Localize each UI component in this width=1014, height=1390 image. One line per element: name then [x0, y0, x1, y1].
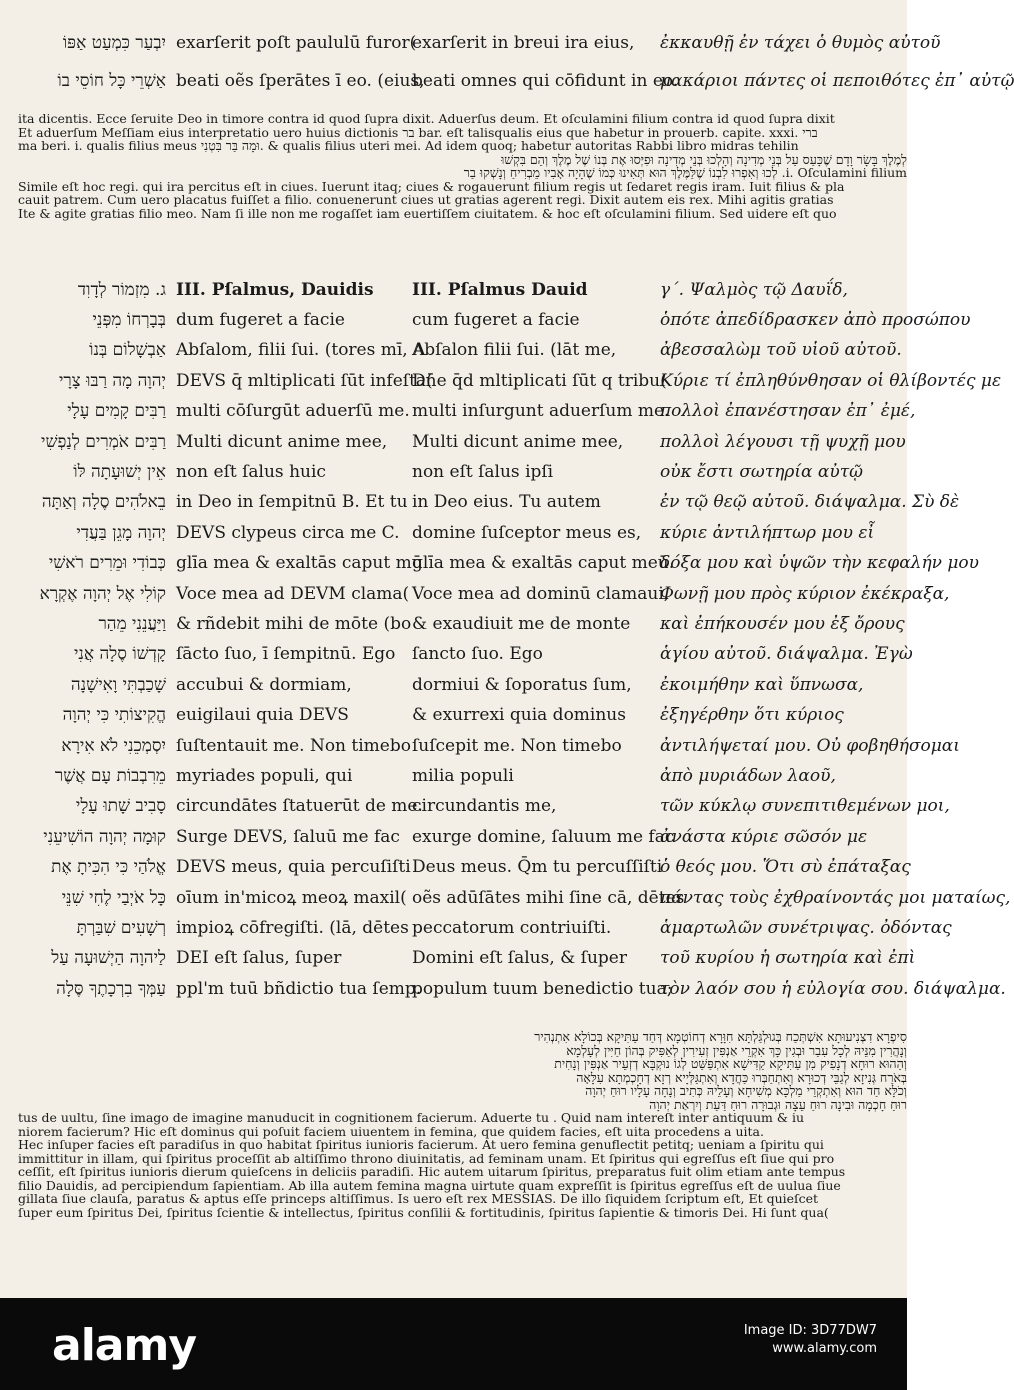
opening-latin-hebraicum-cell: beati omnes qui cōfidunt in eo. [412, 71, 679, 91]
stock-url: www.alamy.com [772, 1341, 877, 1356]
verse-hebrew-cell: אֵין יְשׁוּעָתָה לּוֹ [73, 462, 166, 482]
stock-logo [52, 1320, 272, 1370]
opening-latin-vulgate-cell: exarſerit poſt paululū furor( [176, 33, 417, 53]
opening-latin-vulgate-cell: beati oẽs ſperātes ī eo. (eius, [176, 71, 425, 91]
svg-text:alamy: alamy [52, 1320, 196, 1371]
verse-hebrew-cell: רַבִּים קָמִים עָלָי [67, 401, 166, 422]
verse-hebrew-cell: קָדְשׁוֹ סֶלָה אֲנִי [73, 644, 166, 665]
verse-latin-hebraicum-cell: & exurrexi quia dominus [412, 705, 626, 726]
verse-latin-hebraicum-cell: ſancto ſuo. Ego [412, 644, 543, 665]
verse-latin-vulgate-cell: oīum in'micoꝝ meoꝝ maxil( [176, 887, 407, 908]
verse-latin-vulgate-cell: multi cōſurgūt aduerſū me. [176, 401, 410, 422]
verse-latin-hebraicum-cell: cum fugeret a facie [412, 310, 580, 330]
opening-hebrew-cell: יִבְעַר כִּמְעַט אַפּוֹ [62, 33, 166, 53]
verse-latin-vulgate-cell: impioꝝ cōfregiſti. (lā, dētes [176, 918, 409, 938]
verse-latin-hebraicum-cell: Domini eſt ſalus, & ſuper [412, 948, 627, 969]
verse-greek-cell: ἀπὸ μυριάδων λαοῦ, [660, 766, 836, 786]
verse-hebrew-cell: מֵרִבְבוֹת עָם אֲשֶׁר [54, 766, 166, 786]
verse-greek-cell: ἐξηγέρθην ὅτι κύριος [660, 705, 844, 726]
verse-latin-hebraicum-cell: domine ſuſceptor meus es, [412, 522, 642, 543]
latin-commentary-line: Hec inſuper facies eſt paradiſus in quo habitat ſpiritus iunioris facierum. At uero femina genuflectit petitq; ueniam a ſpiritu qui [18, 1137, 824, 1152]
verse-latin-vulgate-cell: DEVS meus, quia percuſiſti [176, 857, 411, 878]
verse-latin-vulgate-cell: in Deo in ſempitnū B. Et tu [176, 492, 408, 513]
verse-latin-vulgate-cell: circundātes ſtatuerūt de me. [176, 796, 423, 817]
verse-latin-hebraicum-cell: exurge domine, ſaluum me fac [412, 826, 675, 847]
verse-latin-hebraicum-cell: oẽs adūſātes mihi ſine cā, dētes [412, 887, 685, 908]
verse-greek-cell: ἁμαρτωλῶν συνέτριψας. ὀδόντας [660, 918, 952, 938]
verse-latin-hebraicum-cell: circundantis me, [412, 796, 557, 817]
latin-commentary-line: gillata ſiue clauſa, paratus & aptus eſſe princeps altiſſimus. Is uero eſt rex MESSIAS. De illo ſiquidem ſcriptum eſt, Et quieſcet [18, 1191, 819, 1206]
verse-latin-vulgate-cell: DEVS clypeus circa me C. [176, 522, 400, 543]
verse-latin-vulgate-cell: Abſalom, filii ſui. (tores mī, A [176, 340, 426, 361]
verse-latin-hebraicum-cell: glīa mea & exaltās caput meū. [412, 553, 675, 574]
latin-commentary-line: ſuper eum ſpiritus Dei, ſpiritus ſcientie & intellectus, ſpiritus conſilii & fortitudinis, ſpiritus ſapientie & timoris Dei. Hi ſunt qua( [18, 1204, 829, 1220]
hebrew-commentary-line: וְכֹלָּא חַד הוּא וְאִתְקְרֵי מַלְכָּא מְשִׁיחָא וְעָלֵיהּ כְּתִיב וְנָחָה עָלָיו רוּחַ יְהוָה [585, 1083, 907, 1098]
verse-latin-hebraicum-cell: & exaudiuit me de monte [412, 614, 631, 634]
verse-hebrew-cell: קוּמָה יְהוָה הוֹשִׁיעֵנִי [43, 826, 166, 847]
verse-hebrew-cell: כְּבוֹדִי וּמֵרִים רֹאשִׁי [48, 553, 166, 574]
verse-latin-vulgate-cell: & rñdebit mihi de mōte (bo [176, 614, 412, 634]
verse-greek-cell: ὁ θεός μου. Ὅτι σὺ ἐπάταξας [660, 857, 911, 878]
verse-latin-vulgate-cell: ſuſtentauit me. Non timebo [176, 735, 411, 756]
verse-latin-hebraicum-cell: milia populi [412, 766, 514, 786]
hebrew-commentary-line: רוּחַ חָכְמָה וּבִינָה רוּחַ עֵצָה וּגְבוּרָה רוּחַ דַּעַת וְיִרְאַת יְהוָה [649, 1096, 907, 1112]
verse-hebrew-cell: אַבְשָׁלוֹם בְּנוֹ [89, 340, 166, 361]
verse-greek-cell: πολλοὶ λέγουσι τῇ ψυχῇ μου [660, 431, 906, 452]
commentary-line: Ite & agite gratias filio meo. Nam ſi ille non me rogaſſet iam euertiſſem ciuitatem. & hoc eſt oſculamini filium. Sed uidere eſt quo [18, 205, 837, 221]
commentary-line: Simile eſt hoc regi. qui ira percitus eſt in ciues. Iuerunt itaq; ciues & rogauerunt filium regis ut ſedaret regis iram. Iuit filius & pla [18, 178, 845, 194]
verse-hebrew-cell: אֱלֹהַי כִּי הִכִּיתָ אֶת [51, 857, 166, 878]
verse-latin-vulgate-cell: dum fugeret a facie [176, 310, 345, 330]
verse-greek-cell: τῶν κύκλῳ συνεπιτιθεμένων μοι, [660, 796, 950, 817]
verse-latin-vulgate-cell: Voce mea ad DEVM clama( [176, 583, 410, 604]
verse-hebrew-cell: בְּבָרְחוֹ מִפְּנֵי [92, 310, 166, 330]
hebrew-commentary-line: בְּאֹרַח גְּנִיזָא לְגַבֵּי דְכוּרָא וְאִתְחַבְּרוּ כַּחֲדָא וְאִתְגַּלְּיָיא רְזָא דְחָכְמְתָא עִלָּאָה [576, 1069, 907, 1085]
verse-greek-cell: Κύριε τί ἐπληθύνθησαν οἱ θλίβοντές με [660, 370, 1002, 391]
latin-commentary-line: immittitur in illam, qui ſpiritus proceſſit ab altiſſimo throno diuinitatis, ad feminam unam. Et ſpiritus qui egreſſus eſt ſiue qui pro [18, 1150, 835, 1166]
commentary-line: לְמֶלֶךְ בָּשָׂר וָדָם שֶׁכָּעַס עַל בְּנֵי מְדִינָה וְהָלְכוּ בְּנֵי מְדִינָה וּפִיְּסוּ אֶת בְּנוֹ שֶׁל מֶלֶךְ וְהֵם בִּקְשׁוּ [501, 151, 907, 167]
verse-latin-hebraicum-cell: Voce mea ad dominū clamaui, [412, 583, 670, 604]
verse-latin-hebraicum-cell: populum tuum benedictio tua; [412, 978, 673, 999]
verse-greek-cell: ἀντιλήψεταί μου. Οὐ φοβηθήσομαι [660, 735, 960, 756]
verse-hebrew-cell: יְהוָה מָגֵן בַּעֲדִי [76, 522, 166, 543]
latin-commentary-line: niorem facierum? Hic eſt dominus qui poſuit faciem uiuentem in femina, que quidem facies, eſt uita procedens a uita. [18, 1123, 764, 1139]
verse-hebrew-cell: עַמְּךָ בִרְכָתֶךָ סֶּלָה [56, 978, 166, 999]
verse-hebrew-cell: לַיהוָה הַיְשׁוּעָה עַל [51, 948, 166, 969]
verse-latin-hebraicum-cell: multi inſurgunt aduerſum me. [412, 401, 670, 422]
verse-greek-cell: πάντας τοὺς ἐχθραίνοντάς μοι ματαίως, [660, 887, 1011, 908]
verse-latin-vulgate-cell: euigilaui quia DEVS [176, 705, 349, 726]
verse-latin-hebraicum-cell: Deus meus. Q̄m tu percuſſiſti [412, 857, 663, 878]
verse-hebrew-cell: רַבִּים אֹמְרִים לְנַפְשִׁי [41, 431, 166, 452]
psalm-header-greek: γ΄. Ψαλμὸς τῷ Δαυΐδ, [660, 280, 848, 300]
verse-greek-cell: Φωνῇ μου πρὸς κύριον ἐκέκραξα, [660, 583, 950, 604]
verse-greek-cell: καὶ ἐπήκουσέν μου ἐξ ὄρους [660, 614, 905, 634]
verse-latin-hebraicum-cell: Multi dicunt anime mee, [412, 431, 624, 452]
verse-latin-hebraicum-cell: Dn̄e q̄d mltiplicati ſūt q tribu( [412, 370, 667, 391]
verse-latin-vulgate-cell: accubui & dormiam, [176, 674, 352, 695]
hebrew-commentary-line: סִיפְרָא דִצְנִיעוּתָא אִשְׁתְּכַח בְּגוּלְגַּלְתָּא חִוָּרָא דְחוֹטְמָא דְּחַד עַתִּיקָא בְּכוֹלָא אִתְנְהִיר [534, 1029, 907, 1044]
verse-latin-hebraicum-cell: non eſt ſalus ipſi [412, 462, 554, 482]
verse-greek-cell: τοῦ κυρίου ἡ σωτηρία καὶ ἐπὶ [660, 948, 916, 969]
commentary-line: ma beri. i. qualis filius meus וּמָה בַּר בִּטְנִי. & qualis filius uteri mei. Ad idem quoq; habetur autoritas Rabbi libro midras tehilin [18, 138, 799, 153]
opening-latin-hebraicum-cell: exarſerit in breui ira eius, [412, 33, 635, 53]
verse-latin-vulgate-cell: Surge DEVS, ſaluū me fac [176, 826, 400, 847]
hebrew-commentary-line: וְהַהוּא רוּחָא דְנָפִיק מִן עַתִּיקָא קַדִּישָׁא אִתְפַּשַּׁט לְגוֹ נוּקְבָּא דְזְעֵיר אַנְפִּין וְנָחִית [554, 1056, 907, 1071]
image-id-label: Image ID: 3D77DW7 [743, 1323, 877, 1338]
stock-image-id [744, 1322, 877, 1358]
verse-latin-hebraicum-cell: peccatorum contriuiſti. [412, 918, 612, 938]
verse-greek-cell: τὸν λαόν σου ἡ εὐλογία σου. διάψαλμα. [660, 978, 1006, 999]
psalm-header-hebrew: ג. מִזְמוֹר לְדָוִד [77, 280, 166, 300]
verse-latin-vulgate-cell: non eſt ſalus huic [176, 462, 326, 482]
hebrew-commentary-line: וְנָהֲרִין מִנֵּיהּ לְכָל עִבַר וּבְגִין כָּךְ אִקְרֵי אַנְפִּין זְעִירִין לְאַפִּיק בְּהוֹן חַיִּין לְעָלְמָא [566, 1042, 907, 1058]
verse-latin-vulgate-cell: ſācto ſuo, ī ſempitnū. Ego [176, 644, 396, 665]
verse-latin-hebraicum-cell: dormiui & ſoporatus ſum, [412, 674, 632, 695]
verse-greek-cell: δόξα μου καὶ ὑψῶν τὴν κεφαλήν μου [660, 553, 979, 574]
verse-hebrew-cell: שָׁכַבְתִּי וָאִישָׁנָה [70, 674, 166, 695]
verse-hebrew-cell: וַיַּעֲנֵנִי מֵהַר [98, 614, 166, 634]
verse-latin-hebraicum-cell: Abſalon filii ſui. (lāt me, [412, 340, 617, 361]
opening-greek-cell: ἐκκαυθῇ ἐν τάχει ὁ θυμὸς αὐτοῦ [660, 33, 941, 53]
verse-hebrew-cell: קוֹלִי אֶל יְהוָה אֶקְרָא [39, 583, 166, 604]
verse-latin-vulgate-cell: DEI eſt ſalus, ſuper [176, 948, 342, 969]
psalm-header-latin-vulgate: III. Pſalmus, Dauidis [176, 280, 374, 300]
verse-greek-cell: ἀβεσσαλὼμ τοῦ υἱοῦ αὐτοῦ. [660, 340, 902, 361]
commentary-block-top [18, 112, 907, 248]
verse-greek-cell: ἁγίου αὐτοῦ. διάψαλμα. Ἐγὼ [660, 644, 913, 665]
opening-hebrew-cell: אַשְׁרֵי כָּל חוֹסֵי בוֹ [57, 71, 166, 91]
verse-latin-hebraicum-cell: in Deo eius. Tu autem [412, 492, 601, 513]
verse-greek-cell: ὁπότε ἀπεδίδρασκεν ἀπὸ προσώπου [660, 310, 971, 330]
verse-greek-cell: ἀνάστα κύριε σῶσόν με [660, 826, 868, 847]
verse-latin-vulgate-cell: DEVS q̄ mltiplicati ſūt infeſta( [176, 370, 433, 391]
opening-greek-cell: μακάριοι πάντες οἱ πεποιθότες ἐπ᾽ αὐτῷ [660, 71, 1014, 91]
verse-latin-vulgate-cell: glīa mea & exaltās caput mū [176, 553, 423, 574]
latin-commentary-line: ceſſit, eſt ſpiritus iunioris dierum quieſcens in deliciis paradiſi. Hic autem uitarum ſpiritus, preparatus fuit olim etiam ante tempus [18, 1164, 846, 1179]
verse-hebrew-cell: יְהוָה מָה רַבּוּ צָרָי [58, 370, 166, 391]
verse-greek-cell: κύριε ἀντιλήπτωρ μου εἶ [660, 522, 875, 543]
commentary-line: i. Oſculamini filium. לְכוּ וְאִפְרוּ לִבְנוֹ שֶׁלַּמֶּלֶךְ הוּא תְּאִינוּ כְּמוֹ שֶׁהָיָה אָבִיו מֵבְרִיחַ וְנָשְׁקוּ בַר [463, 165, 907, 180]
verse-hebrew-cell: סָבִיב שָׁתוּ עָלָי [75, 796, 166, 817]
latin-commentary-line: tus de uultu, ſine imago de imagine manuducit in cognitionem facierum. Aduerte tu . Quid nam intereſt inter antiquum & iu [18, 1110, 804, 1125]
verse-greek-cell: πολλοὶ ἐπανέστησαν ἐπ᾽ ἐμέ, [660, 401, 916, 422]
verse-hebrew-cell: הֱקִיצוֹתִי כִּי יְהוָה [62, 705, 166, 726]
commentary-line: ita dicentis. Ecce ſeruite Deo in timore contra id quod ſupra dixit. Aduerſus deum. Et oſculamini filium contra id quod ſupra dixit [18, 111, 835, 126]
verse-latin-hebraicum-cell: ſuſcepit me. Non timebo [412, 735, 622, 756]
verse-greek-cell: οὐκ ἔστι σωτηρία αὐτῷ [660, 462, 864, 482]
verse-latin-vulgate-cell: myriades populi, qui [176, 766, 353, 786]
verse-hebrew-cell: כָּל אֹיְבַי לֶחִי שִׁנֵּי [61, 887, 166, 908]
latin-commentary-line: filio Dauidis, ad percipiendum ſapientiam. Ab illa autem femina magna uirtute quam expreſſit is ſpiritus egreſſus eſt de uulua ſiue [18, 1177, 841, 1193]
verse-hebrew-cell: יִסְמְכֵנִי לֹא אִירָא [61, 735, 166, 756]
commentary-block-bottom [18, 1030, 907, 1292]
commentary-line: cauit patrem. Cum uero placatus fuiſſet a filio. conuenerunt ciues ut gratias agerent regi. Dixit autem eis rex. Mihi agitis gratias [18, 192, 834, 207]
psalm-header-latin-hebraicum: III. Pſalmus Dauid [412, 280, 588, 300]
verse-greek-cell: ἐκοιμήθην καὶ ὕπνωσα, [660, 674, 864, 695]
verse-greek-cell: ἐν τῷ θεῷ αὐτοῦ. διάψαλμα. Σὺ δὲ [660, 492, 960, 513]
alamy-logo-icon [52, 1320, 272, 1370]
verse-latin-vulgate-cell: ppl'm tuū bñdictio tua ſemp. [176, 978, 422, 999]
commentary-line: Et aduerſum Meſſiam eius interpretatio uero huius dictionis בר bar. eſt talisqualis eius que habetur in prouerb. capite. xxxi. ברי [18, 124, 818, 140]
verse-hebrew-cell: רְשָׁעִים שִׁבַּרְתָּ [76, 918, 166, 938]
verse-hebrew-cell: בֵאלֹהִים סֶלָה וְאַתָּה [41, 492, 166, 513]
verse-latin-vulgate-cell: Multi dicunt anime mee, [176, 431, 388, 452]
